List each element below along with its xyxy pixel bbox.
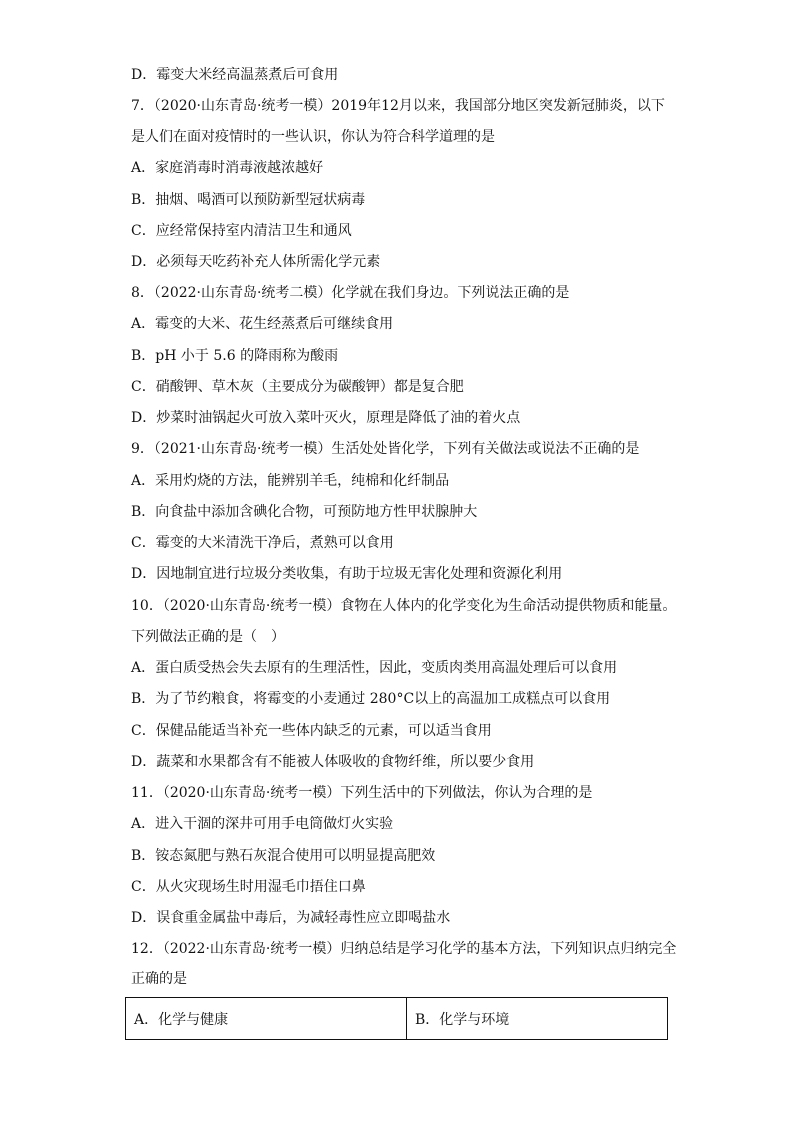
option-line: B．向食盐中添加含碘化合物，可预防地方性甲状腺肿大 (131, 504, 478, 520)
text-line: 正确的是 (131, 971, 187, 987)
option-line: D．误食重金属盐中毒后，为减轻毒性应立即喝盐水 (131, 910, 451, 926)
option-line: B．pH 小于 5.6 的降雨称为酸雨 (131, 348, 339, 364)
option-line: C．保健品能适当补充一些体内缺乏的元素，可以适当食用 (131, 723, 492, 739)
option-line: B．铵态氮肥与熟石灰混合使用可以明显提高肥效 (131, 848, 436, 864)
question-11-stem: 11．（2020·山东青岛·统考一模）下列生活中的下列做法，你认为合理的是 (131, 785, 593, 801)
question-12-stem: 12．（2022·山东青岛·统考一模）归纳总结是学习化学的基本方法，下列知识点归纳完全 (131, 941, 677, 957)
question-7-stem: 7．（2020·山东青岛·统考一模）2019年12月以来，我国部分地区突发新冠肺炎，以下 (131, 98, 665, 114)
question-9-stem: 9．（2021·山东青岛·统考一模）生活处处皆化学，下列有关做法或说法不正确的是 (131, 441, 640, 457)
option-line: A．采用灼烧的方法，能辨别羊毛，纯棉和化纤制品 (131, 473, 450, 489)
option-line: D．因地制宜进行垃圾分类收集，有助于垃圾无害化处理和资源化利用 (131, 566, 563, 582)
text-line: 下列做法正确的是（ ） (131, 629, 285, 645)
table-cell: B．化学与环境 (407, 998, 668, 1040)
text-line: 是人们在面对疫情时的一些认识，你认为符合科学道理的是 (131, 129, 495, 145)
option-line: C．从火灾现场生时用湿毛巾捂住口鼻 (131, 879, 366, 895)
option-line: A．家庭消毒时消毒液越浓越好 (131, 160, 324, 176)
question-8-stem: 8．（2022·山东青岛·统考二模）化学就在我们身边。下列说法正确的是 (131, 285, 570, 301)
question-12-table (125, 997, 668, 1040)
option-line: A．进入干涸的深井可用手电筒做灯火实验 (131, 816, 394, 832)
text-line: D．霉变大米经高温蒸煮后可食用 (131, 67, 339, 83)
option-line: C．应经常保持室内清洁卫生和通风 (131, 223, 352, 239)
option-line: D．必须每天吃药补充人体所需化学元素 (131, 254, 381, 270)
option-line: D．蔬菜和水果都含有不能被人体吸收的食物纤维，所以要少食用 (131, 754, 535, 770)
option-line: C．硝酸钾、草木灰（主要成分为碳酸钾）都是复合肥 (131, 379, 464, 395)
question-10-stem: 10．（2020·山东青岛·统考一模）食物在人体内的化学变化为生命活动提供物质和能量。 (131, 598, 677, 614)
option-line: B．为了节约粮食，将霉变的小麦通过 280°C以上的高温加工成糕点可以食用 (131, 691, 611, 707)
option-line: B．抽烟、喝酒可以预防新型冠状病毒 (131, 192, 366, 208)
table-cell: A．化学与健康 (126, 998, 407, 1040)
option-line: D．炒菜时油锅起火可放入菜叶灭火，原理是降低了油的着火点 (131, 410, 521, 426)
table-row (126, 998, 668, 1040)
option-line: A．蛋白质受热会失去原有的生理活性，因此，变质肉类用高温处理后可以食用 (131, 660, 618, 676)
option-line: A．霉变的大米、花生经蒸煮后可继续食用 (131, 316, 394, 332)
option-line: C．霉变的大米清洗干净后，煮熟可以食用 (131, 535, 394, 551)
